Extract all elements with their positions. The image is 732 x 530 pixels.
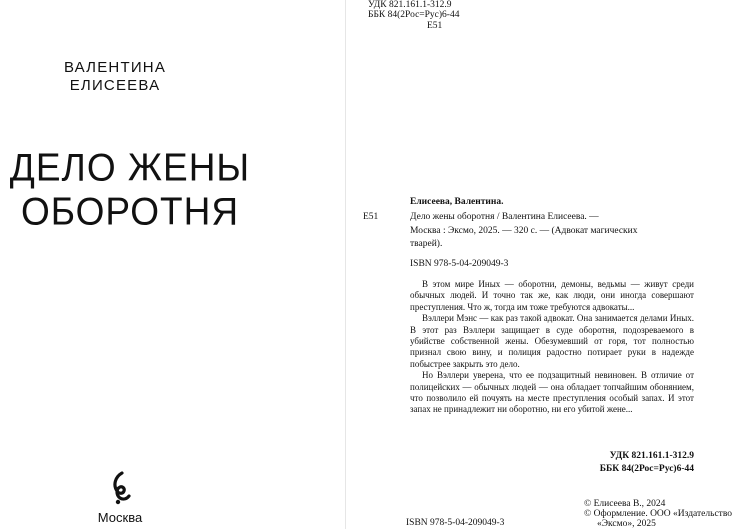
title-line-1: ДЕЛО ЖЕНЫ [9,145,251,189]
bibliographic-line: тварей). [410,239,443,249]
right-page [350,0,732,529]
copyright-design-continued: «Эксмо», 2025 [597,519,656,529]
publisher-city: Москва [97,510,143,525]
left-page [0,0,345,529]
isbn: ISBN 978-5-04-209049-3 [410,259,509,269]
annotation-paragraph: В этом мире Иных — оборотни, демоны, ведьмы — живут среди обычных людей. И точно так же, как люди, они иногда совершают преступления. Что ж, тогда им тоже требуются адвокаты... [410,279,694,312]
bibliographic-author: Елисеева, Валентина. [410,197,504,207]
author-mark-top: Е51 [427,21,443,31]
annotation-paragraph: Вэллери Мэнс — как раз такой адвокат. Она занимается делами Иных. В этот раз Вэллери защищает в суде оборотня, подозреваемого в убийстве собственной жены. Обезумевший от горя, тот полностью признал свою вину, и полиция радостно потирает руки в надежде побыстрее закрыть это дело. [410,313,694,369]
book-author [0,59,230,95]
udk-code-top: УДК 821.161.1-312.9 [368,0,452,10]
bbk-code-bottom: ББК 84(2Рос=Рус)6-44 [599,464,694,474]
annotation-paragraph: Но Вэллери уверена, что ее подзащитный невиновен. В отличие от полицейских — обычных людей — она обладает топчайшим обонянием, что позволило ей почуять на месте преступления особый запах. И этот запах не принадлежит ни оборотню, ни его убитой жене... [410,370,694,415]
eksmo-logo-icon [109,471,131,505]
bibliographic-line: Москва : Эксмо, 2025. — 320 с. — (Адвокат магических [410,226,638,236]
udk-code-bottom: УДК 821.161.1-312.9 [609,451,694,461]
annotation [410,279,694,416]
copyright-design: © Оформление. ООО «Издательство [584,509,732,519]
bbk-code-top: ББК 84(2Рос=Рус)6-44 [368,10,460,20]
title-line-2: ОБОРОТНЯ [20,190,240,234]
author-last-name: ЕЛИСЕЕВА [69,77,161,94]
isbn-bottom: ISBN 978-5-04-209049-3 [406,518,505,528]
book-title [0,146,260,234]
bibliographic-line: Дело жены оборотня / Валентина Елисеева. — [410,212,599,222]
author-first-name: ВАЛЕНТИНА [63,59,167,76]
copyright-author: © Елисеева В., 2024 [584,499,666,509]
author-mark: Е51 [363,212,379,222]
